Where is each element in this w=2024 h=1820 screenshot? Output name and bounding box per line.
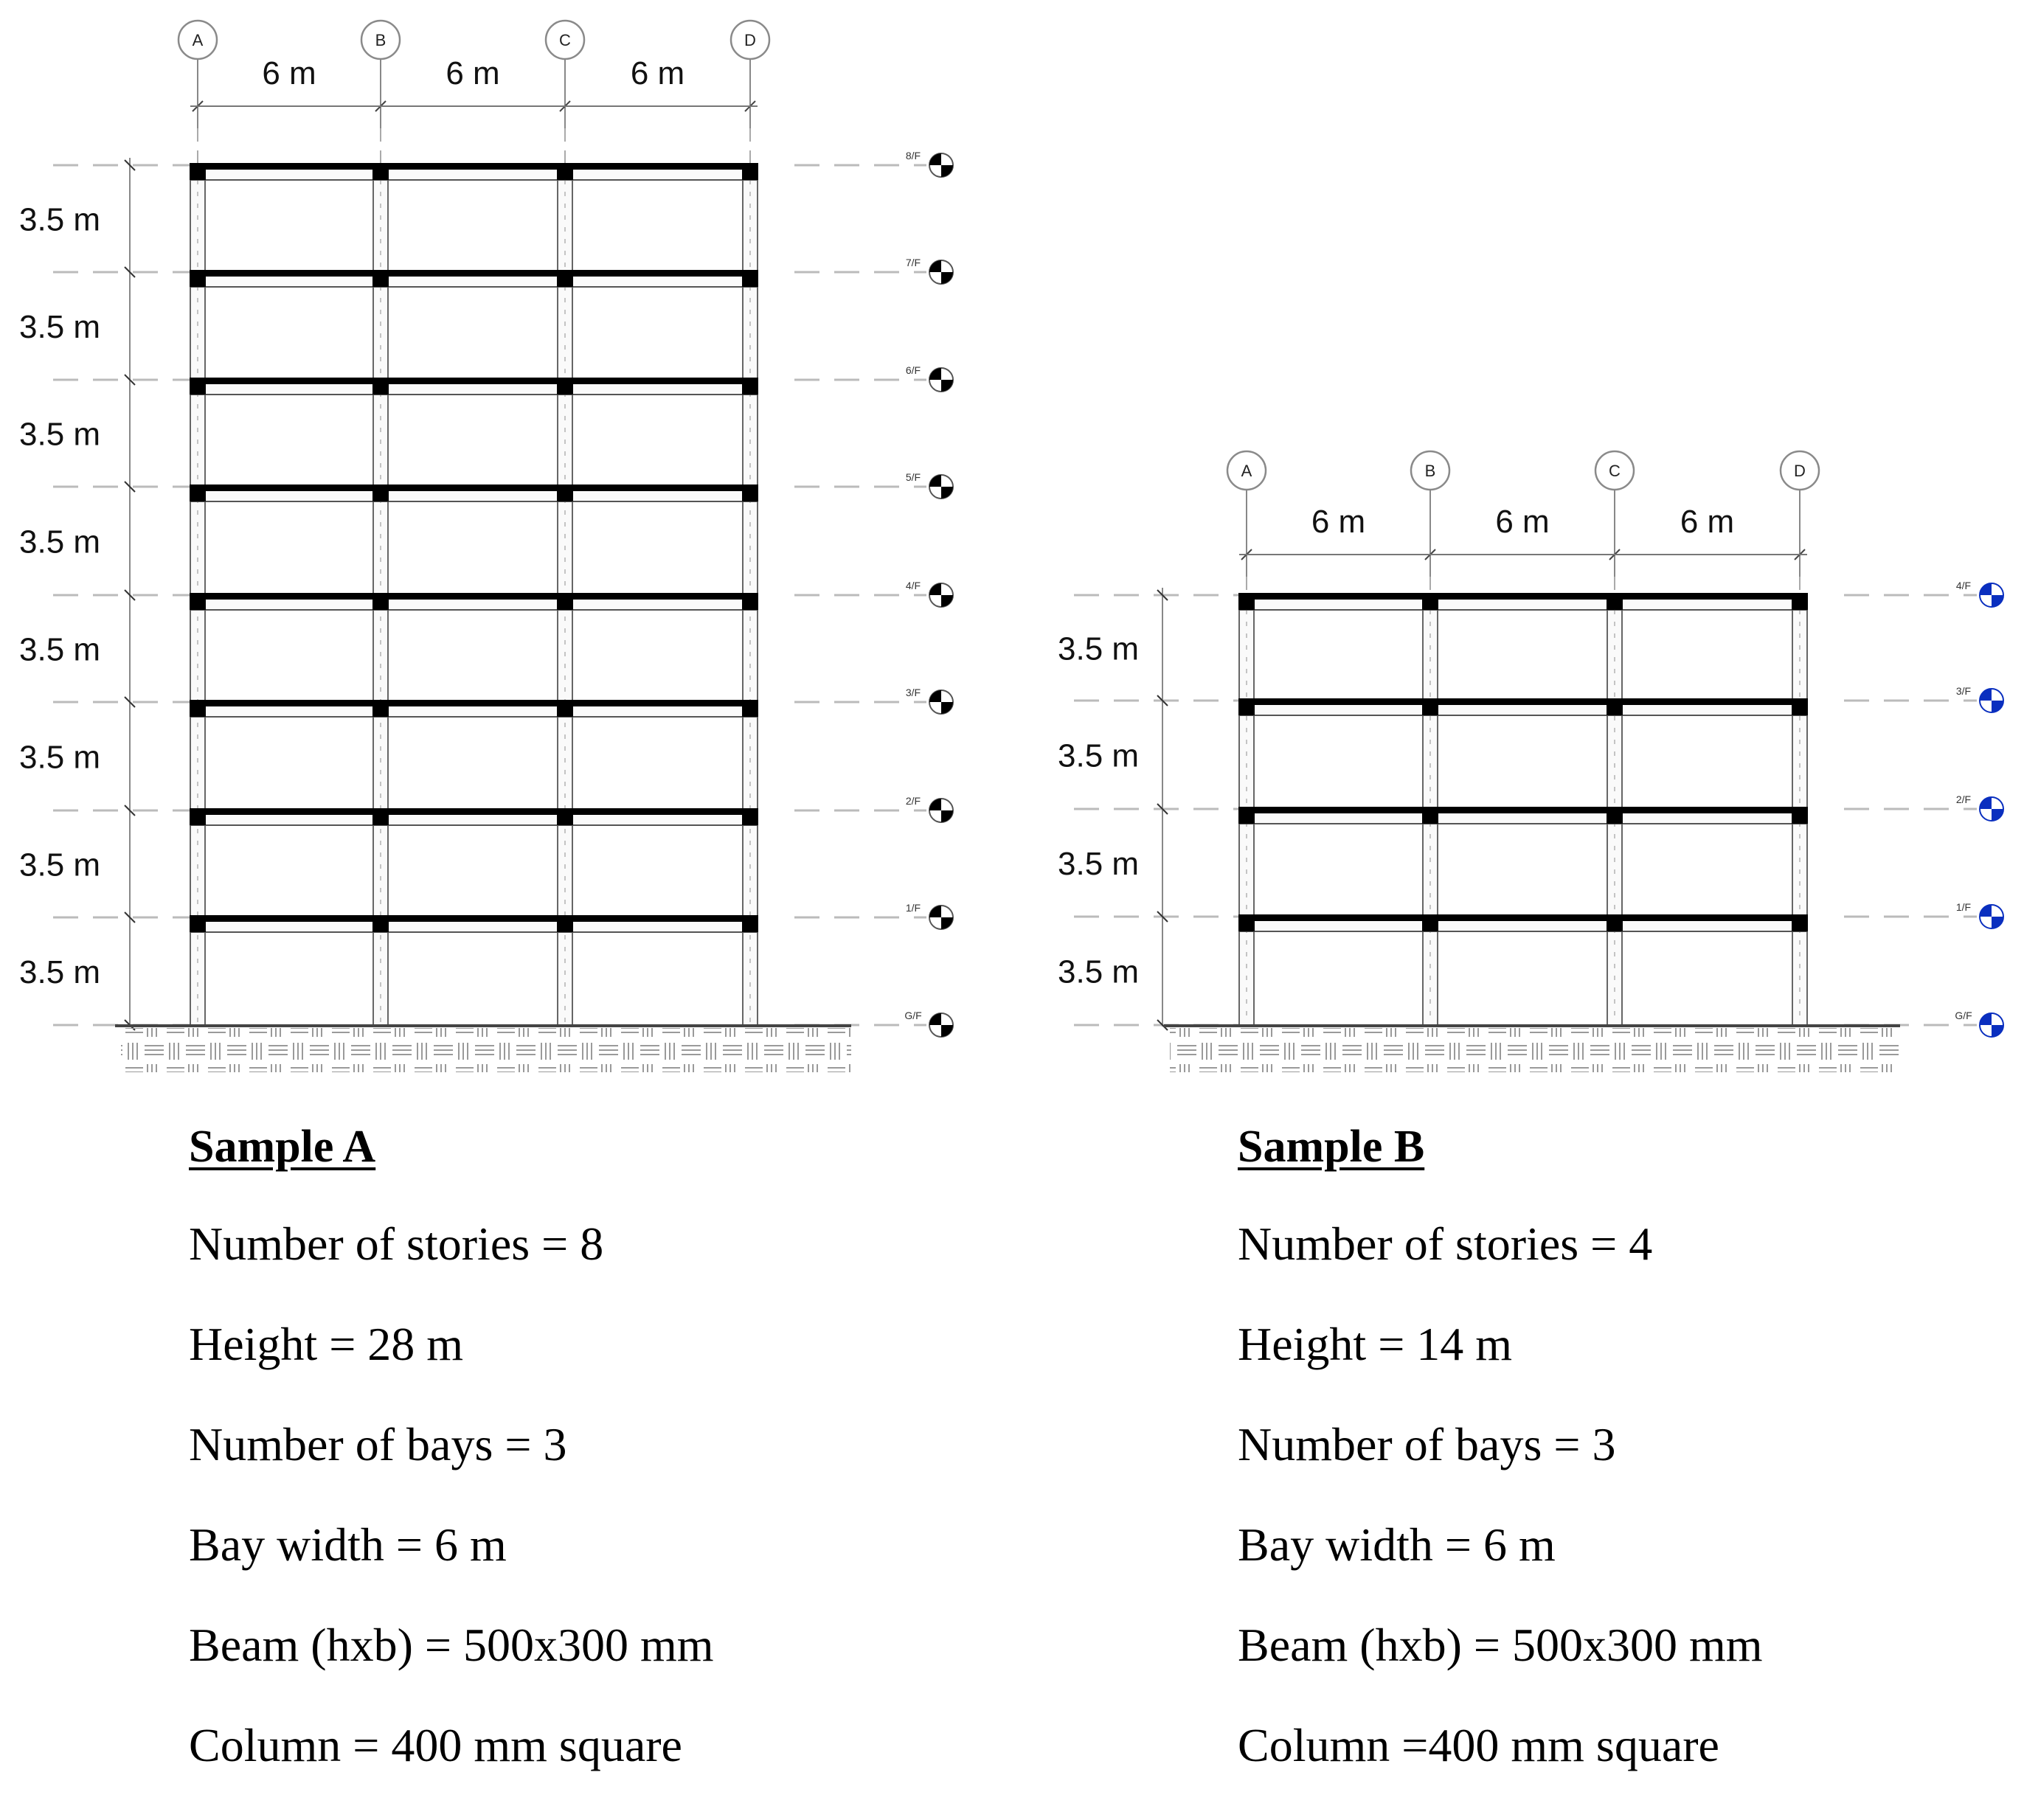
svg-text:4/F: 4/F [1955,580,1972,591]
svg-text:4/F: 4/F [905,580,921,591]
grid-bubble-a [179,21,217,59]
story-dimension: 3.5 m [19,201,101,238]
svg-text:G/F: G/F [904,1010,922,1021]
svg-text:D: D [744,31,756,49]
level-marker-icon [906,795,953,822]
svg-text:5/F: 5/F [905,471,921,483]
svg-text:2/F: 2/F [1955,793,1972,805]
svg-text:1/F: 1/F [1955,901,1972,913]
story-dimension: 3.5 m [1058,737,1140,774]
bay-dimension: 6 m [630,55,685,91]
svg-text:6/F: 6/F [905,364,921,376]
svg-text:3/F: 3/F [1955,685,1972,697]
grid-bubble-c [1595,451,1634,490]
story-dimension: 3.5 m [1058,631,1140,667]
bay-dimension: 6 m [1311,504,1366,540]
spec-bays: Number of bays = 3 [189,1418,567,1470]
story-dimension: 3.5 m [1058,846,1140,882]
level-marker-icon [1956,685,2003,712]
level-marker-icon [906,471,953,499]
spec-beam: Beam (hxb) = 500x300 mm [189,1619,714,1671]
level-marker-icon [906,257,953,284]
ground-hatch [121,1028,851,1072]
spec-bay-width: Bay width = 6 m [189,1518,507,1571]
spec-column: Column = 400 mm square [189,1719,682,1771]
grid-bubble-b [1411,451,1449,490]
svg-text:C: C [1609,462,1621,480]
story-dimension: 3.5 m [19,847,101,883]
spec-column: Column =400 mm square [1238,1719,1719,1771]
bay-dimension: 6 m [262,55,316,91]
level-marker-icon [906,687,953,714]
bay-dimension: 6 m [446,55,500,91]
ground-hatch [1170,1028,1900,1072]
spec-beam: Beam (hxb) = 500x300 mm [1238,1619,1763,1671]
grid-bubble-d [731,21,769,59]
sample-b-frame [1058,451,2003,1072]
grid-bubble-a [1227,451,1266,490]
story-dimension: 3.5 m [19,309,101,345]
spec-height: Height = 28 m [189,1318,464,1370]
svg-text:B: B [375,31,387,49]
grid-bubble-d [1781,451,1819,490]
story-dimension: 3.5 m [19,524,101,560]
story-dimension: 3.5 m [19,954,101,990]
sample-a-title: Sample A [189,1122,376,1172]
level-marker-icon [906,150,953,177]
svg-text:A: A [1241,462,1252,480]
svg-text:2/F: 2/F [905,795,921,807]
svg-text:1/F: 1/F [905,902,921,914]
grid-bubble-b [361,21,400,59]
svg-text:7/F: 7/F [905,257,921,268]
story-dimension: 3.5 m [1058,954,1140,990]
level-marker-icon [1956,793,2003,821]
spec-stories: Number of stories = 8 [189,1218,604,1270]
story-dimension: 3.5 m [19,631,101,668]
grid-bubble-c [546,21,584,59]
svg-text:8/F: 8/F [905,150,921,161]
sample-b-title: Sample B [1238,1122,1425,1172]
spec-bay-width: Bay width = 6 m [1238,1518,1556,1571]
sample-a-frame [19,21,953,1072]
level-marker-icon [1956,580,2003,607]
spec-stories: Number of stories = 4 [1238,1218,1653,1270]
spec-height: Height = 14 m [1238,1318,1513,1370]
spec-bays: Number of bays = 3 [1238,1418,1616,1470]
sample-b-specs [1238,1121,1763,1820]
story-dimension: 3.5 m [19,416,101,453]
bay-dimension: 6 m [1495,504,1550,540]
svg-text:3/F: 3/F [905,687,921,698]
story-dimension: 3.5 m [19,739,101,776]
sample-a-specs [189,1121,714,1820]
svg-text:D: D [1794,462,1806,480]
svg-text:G/F: G/F [1955,1010,1972,1021]
level-marker-icon [904,1010,953,1037]
bay-dimension: 6 m [1680,504,1735,540]
svg-text:B: B [1424,462,1436,480]
level-marker-icon [1956,901,2003,928]
level-marker-icon [906,580,953,607]
svg-text:A: A [192,31,204,49]
level-marker-icon [906,364,953,392]
level-marker-icon [906,902,953,929]
svg-text:C: C [559,31,571,49]
level-marker-icon [1955,1010,2003,1037]
